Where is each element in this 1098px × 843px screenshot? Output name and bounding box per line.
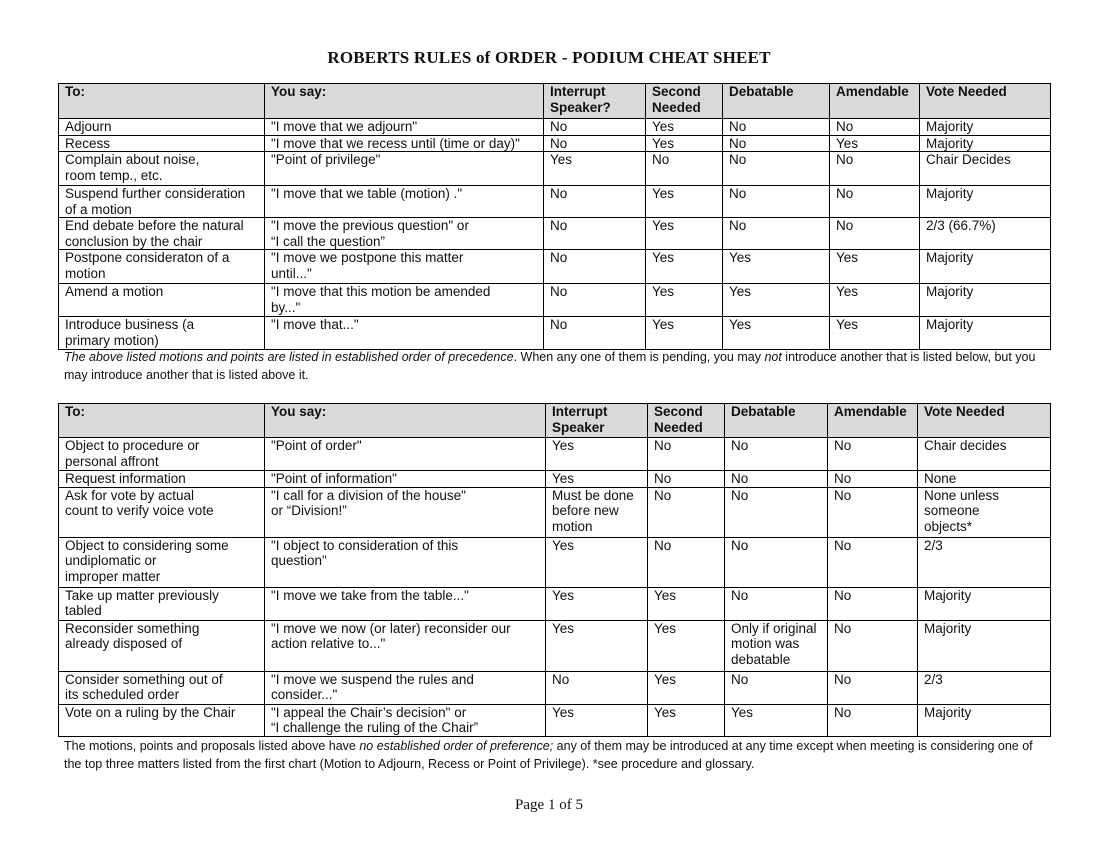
table-row xyxy=(59,704,1051,736)
column-header-interrupt-speaker: Interrupt Speaker xyxy=(546,404,648,438)
cell-debatable: No xyxy=(725,587,828,620)
cell-vote-needed: Majority xyxy=(918,587,1051,620)
cell-vote-needed: None unless someone objects* xyxy=(918,487,1051,537)
table-row xyxy=(59,671,1051,704)
cell-you-say: "I move we postpone this matter until..." xyxy=(265,250,544,284)
table-row xyxy=(59,250,1051,284)
cell-you-say: "I move that we table (motion) ." xyxy=(265,186,544,218)
cell-second-needed: No xyxy=(648,537,725,587)
cell-interrupt-speaker: Must be done before new motion xyxy=(546,487,648,537)
column-header-vote-needed: Vote Needed xyxy=(918,404,1051,438)
cell-debatable: Only if original motion was debatable xyxy=(725,620,828,671)
cell-vote-needed: Majority xyxy=(918,620,1051,671)
column-header-amendable: Amendable xyxy=(828,404,918,438)
cell-you-say: "I move the previous question" or “I call the question” xyxy=(265,218,544,250)
cell-debatable: Yes xyxy=(723,284,830,317)
precedence-motions-table xyxy=(58,83,1051,350)
cell-amendable: Yes xyxy=(830,250,920,284)
cell-to: Vote on a ruling by the Chair xyxy=(59,704,265,736)
cell-amendable: No xyxy=(828,620,918,671)
cell-to: Object to considering some undiplomatic or improper matter xyxy=(59,537,265,587)
cell-amendable: Yes xyxy=(830,317,920,350)
cell-vote-needed: Chair Decides xyxy=(920,152,1051,186)
cell-you-say: "Point of privilege" xyxy=(265,152,544,186)
table-row xyxy=(59,135,1051,152)
cell-interrupt-speaker: No xyxy=(544,284,646,317)
cell-interrupt-speaker: No xyxy=(544,119,646,136)
cell-you-say: "I move we take from the table..." xyxy=(265,587,546,620)
column-header-to: To: xyxy=(59,84,265,119)
table-row xyxy=(59,438,1051,471)
cell-to: Amend a motion xyxy=(59,284,265,317)
cell-vote-needed: 2/3 xyxy=(918,671,1051,704)
cell-interrupt-speaker: No xyxy=(544,317,646,350)
note-italic: not xyxy=(764,350,782,364)
cell-vote-needed: Majority xyxy=(920,119,1051,136)
cell-vote-needed: None xyxy=(918,471,1051,488)
cell-interrupt-speaker: Yes xyxy=(546,587,648,620)
note-text: The motions, points and proposals listed above have xyxy=(64,739,360,753)
cell-to: Recess xyxy=(59,135,265,152)
cell-debatable: No xyxy=(723,135,830,152)
cell-you-say: "I move we now (or later) reconsider our action relative to..." xyxy=(265,620,546,671)
cell-you-say: "I move that..." xyxy=(265,317,544,350)
table-row xyxy=(59,317,1051,350)
cell-amendable: No xyxy=(830,119,920,136)
table-row xyxy=(59,471,1051,488)
cell-debatable: No xyxy=(725,671,828,704)
cell-debatable: No xyxy=(725,487,828,537)
cell-interrupt-speaker: No xyxy=(544,186,646,218)
table-row xyxy=(59,487,1051,537)
cell-to: Suspend further consideration of a motion xyxy=(59,186,265,218)
cell-vote-needed: 2/3 (66.7%) xyxy=(920,218,1051,250)
cell-amendable: No xyxy=(828,671,918,704)
table-row xyxy=(59,152,1051,186)
cell-debatable: No xyxy=(725,537,828,587)
cell-vote-needed: Chair decides xyxy=(918,438,1051,471)
note-text: introduce another that is listed below, but you may introduce another that is listed above it. xyxy=(64,350,1036,382)
cell-second-needed: Yes xyxy=(648,704,725,736)
cell-to: Request information xyxy=(59,471,265,488)
column-header-to: To: xyxy=(59,404,265,438)
table-row xyxy=(59,119,1051,136)
cell-to: Take up matter previously tabled xyxy=(59,587,265,620)
column-header-interrupt-speaker: Interrupt Speaker? xyxy=(544,84,646,119)
cell-second-needed: Yes xyxy=(648,587,725,620)
cell-interrupt-speaker: No xyxy=(544,218,646,250)
cell-to: Postpone consideraton of a motion xyxy=(59,250,265,284)
column-header-second-needed: Second Needed xyxy=(646,84,723,119)
cell-amendable: No xyxy=(828,487,918,537)
cell-to: Introduce business (a primary motion) xyxy=(59,317,265,350)
cell-second-needed: Yes xyxy=(646,250,723,284)
note-italic: no established order of preference; xyxy=(359,739,554,753)
cell-second-needed: Yes xyxy=(646,186,723,218)
cell-to: End debate before the natural conclusion by the chair xyxy=(59,218,265,250)
cell-you-say: "I move that this motion be amended by..." xyxy=(265,284,544,317)
cell-interrupt-speaker: Yes xyxy=(546,471,648,488)
cell-to: Ask for vote by actual count to verify voice vote xyxy=(59,487,265,537)
cell-you-say: "I move that we recess until (time or day)" xyxy=(265,135,544,152)
cell-you-say: "Point of order" xyxy=(265,438,546,471)
cell-to: Complain about noise, room temp., etc. xyxy=(59,152,265,186)
cell-debatable: Yes xyxy=(725,704,828,736)
no-precedence-motions-table xyxy=(58,403,1051,737)
cell-second-needed: Yes xyxy=(646,119,723,136)
column-header-you-say: You say: xyxy=(265,84,544,119)
table-row xyxy=(59,218,1051,250)
cell-interrupt-speaker: Yes xyxy=(546,438,648,471)
column-header-amendable: Amendable xyxy=(830,84,920,119)
cell-second-needed: Yes xyxy=(648,620,725,671)
preference-note xyxy=(64,737,1049,773)
cell-second-needed: Yes xyxy=(646,284,723,317)
cell-to: Consider something out of its scheduled order xyxy=(59,671,265,704)
table-header-row xyxy=(59,84,1051,119)
column-header-vote-needed: Vote Needed xyxy=(920,84,1051,119)
cell-amendable: Yes xyxy=(830,284,920,317)
cell-you-say: "I object to consideration of this question" xyxy=(265,537,546,587)
table-row xyxy=(59,537,1051,587)
cell-you-say: "I move that we adjourn" xyxy=(265,119,544,136)
cell-second-needed: No xyxy=(648,487,725,537)
cell-interrupt-speaker: Yes xyxy=(546,704,648,736)
note-text: . When any one of them is pending, you may xyxy=(513,350,765,364)
cell-second-needed: No xyxy=(648,471,725,488)
cell-second-needed: Yes xyxy=(646,218,723,250)
cell-debatable: Yes xyxy=(723,317,830,350)
cell-debatable: No xyxy=(725,438,828,471)
cell-interrupt-speaker: No xyxy=(546,671,648,704)
cell-you-say: "I appeal the Chair’s decision" or “I challenge the ruling of the Chair” xyxy=(265,704,546,736)
cell-interrupt-speaker: Yes xyxy=(546,537,648,587)
cell-debatable: Yes xyxy=(723,250,830,284)
table-row xyxy=(59,186,1051,218)
cell-to: Object to procedure or personal affront xyxy=(59,438,265,471)
precedence-note xyxy=(64,348,1049,384)
cell-to: Adjourn xyxy=(59,119,265,136)
cell-to: Reconsider something already disposed of xyxy=(59,620,265,671)
cell-amendable: No xyxy=(828,587,918,620)
cell-vote-needed: Majority xyxy=(920,284,1051,317)
cell-vote-needed: Majority xyxy=(920,317,1051,350)
cell-interrupt-speaker: Yes xyxy=(546,620,648,671)
cell-second-needed: No xyxy=(646,152,723,186)
note-text: any of them may be introduced at any time except when meeting is considering one of the top three matters listed from the first chart (Motion to Adjourn, Recess or Point of Privilege). *see procedure and glossary. xyxy=(64,739,1033,771)
cell-debatable: No xyxy=(723,186,830,218)
column-header-debatable: Debatable xyxy=(723,84,830,119)
cell-second-needed: No xyxy=(648,438,725,471)
note-italic: The above listed motions and points are listed in established order of precedence xyxy=(64,350,514,364)
column-header-second-needed: Second Needed xyxy=(648,404,725,438)
cell-you-say: "I call for a division of the house" or “Division!” xyxy=(265,487,546,537)
cell-amendable: No xyxy=(828,471,918,488)
page-title: ROBERTS RULES of ORDER - PODIUM CHEAT SHEET xyxy=(327,48,771,67)
cell-debatable: No xyxy=(723,218,830,250)
cell-amendable: No xyxy=(828,704,918,736)
cell-vote-needed: Majority xyxy=(920,250,1051,284)
cell-amendable: No xyxy=(830,186,920,218)
column-header-debatable: Debatable xyxy=(725,404,828,438)
table-header-row xyxy=(59,404,1051,438)
cell-you-say: "Point of information" xyxy=(265,471,546,488)
cell-second-needed: Yes xyxy=(648,671,725,704)
table-row xyxy=(59,587,1051,620)
cell-second-needed: Yes xyxy=(646,317,723,350)
cell-you-say: "I move we suspend the rules and consider..." xyxy=(265,671,546,704)
cell-debatable: No xyxy=(723,152,830,186)
cell-interrupt-speaker: No xyxy=(544,135,646,152)
cell-vote-needed: Majority xyxy=(918,704,1051,736)
cell-debatable: No xyxy=(723,119,830,136)
cell-debatable: No xyxy=(725,471,828,488)
page-number: Page 1 of 5 xyxy=(515,797,583,813)
cell-second-needed: Yes xyxy=(646,135,723,152)
table-row xyxy=(59,284,1051,317)
cell-amendable: No xyxy=(830,152,920,186)
cell-amendable: No xyxy=(828,537,918,587)
cell-vote-needed: Majority xyxy=(920,135,1051,152)
cell-interrupt-speaker: Yes xyxy=(544,152,646,186)
cell-interrupt-speaker: No xyxy=(544,250,646,284)
table-row xyxy=(59,620,1051,671)
cell-amendable: Yes xyxy=(830,135,920,152)
cell-amendable: No xyxy=(828,438,918,471)
cell-vote-needed: 2/3 xyxy=(918,537,1051,587)
cell-amendable: No xyxy=(830,218,920,250)
cell-vote-needed: Majority xyxy=(920,186,1051,218)
column-header-you-say: You say: xyxy=(265,404,546,438)
